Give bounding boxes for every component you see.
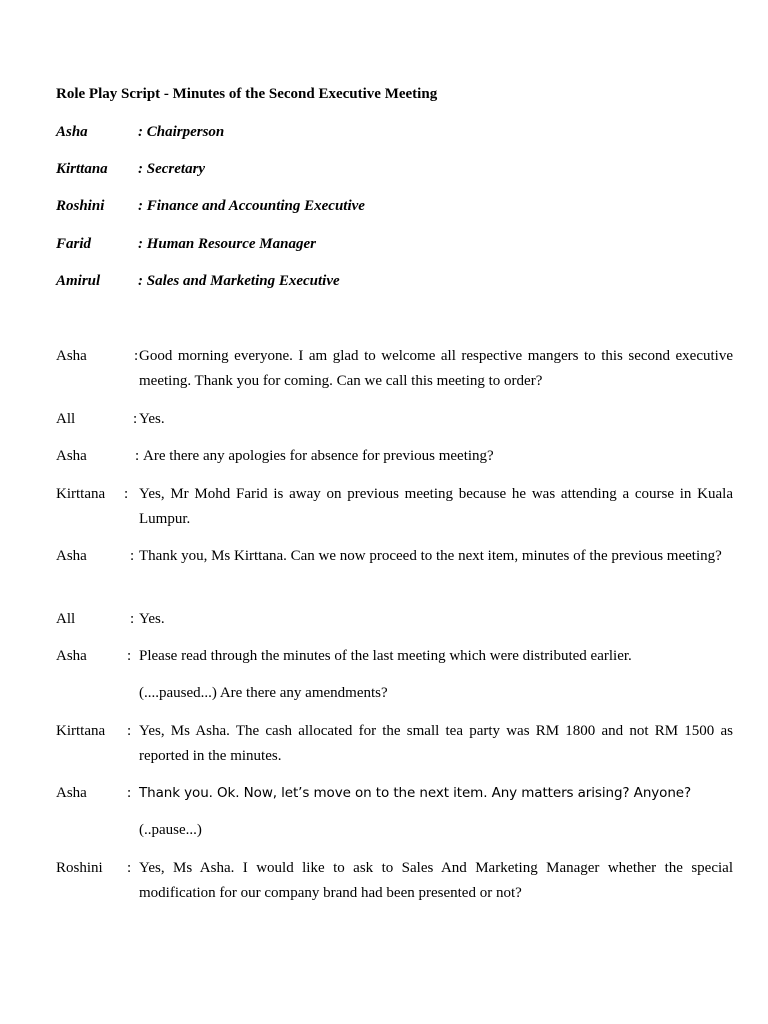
speaker-name: Asha [56,648,87,664]
dialogue-line [56,856,733,906]
cast-role: : Chairperson [138,124,225,140]
document-title: Role Play Script - Minutes of the Second Executive Meeting [56,86,438,102]
dialogue-text: Thank you, Ms Kirttana. Can we now proceed to the next item, minutes of the previous meeting? [139,548,722,564]
speaker-colon: : [127,723,132,739]
dialogue-line [56,344,733,394]
dialogue-text: Yes, Ms Asha. The cash allocated for the small tea party was RM 1800 and not RM 1500 as reported in the minutes. [139,723,733,764]
cast-role: : Finance and Accounting Executive [138,198,365,214]
dialogue-line [56,607,733,632]
stage-direction: (..pause...) [139,822,202,838]
speaker-name: Asha [56,448,87,464]
speaker-colon: : [134,348,139,364]
speaker-colon: : [127,785,132,801]
dialogue-line [56,544,733,594]
dialogue-line [56,482,733,532]
speaker-colon: : [135,448,140,464]
stage-direction: (....paused...) Are there any amendments? [139,685,388,701]
cast-name: Farid [56,236,92,252]
cast-role: : Secretary [138,161,206,177]
cast-role: : Sales and Marketing Executive [138,273,340,289]
speaker-colon: : [130,548,135,564]
cast-name: Asha [56,124,88,140]
cast-name: Amirul [56,273,101,289]
cast-name: Kirttana [56,161,108,177]
speaker-colon: : [130,611,135,627]
dialogue-line [56,444,733,469]
dialogue-text: Yes, Mr Mohd Farid is away on previous meeting because he was attending a course in Kuala Lumpur. [139,486,733,527]
dialogue-text: Please read through the minutes of the last meeting which were distributed earlier. [139,648,632,664]
speaker-name: Kirttana [56,486,106,502]
dialogue-text: Good morning everyone. I am glad to welcome all respective mangers to this second executive meeting. Thank you for coming. Can we call this meeting to order? [139,348,733,389]
speaker-colon: : [133,411,138,427]
speaker-colon: : [127,648,132,664]
dialogue-text: Yes. [139,411,165,427]
dialogue-line [56,407,733,432]
dialogue-line [56,644,733,669]
dialogue-line [56,719,733,769]
cast-role: : Human Resource Manager [138,236,316,252]
speaker-name: Roshini [56,860,103,876]
speaker-name: All [56,611,76,627]
speaker-colon: : [124,486,129,502]
speaker-name: Asha [56,548,87,564]
dialogue-text: Yes. [139,611,165,627]
speaker-name: Asha [56,785,87,801]
dialogue-text: Thank you. Ok. Now, let’s move on to the next item. Any matters arising? Anyone? [139,785,692,801]
cast-name: Roshini [56,198,105,214]
dialogue-text: Are there any apologies for absence for previous meeting? [143,448,494,464]
speaker-name: Asha [56,348,87,364]
speaker-colon: : [127,860,132,876]
speaker-name: Kirttana [56,723,106,739]
dialogue-line [56,781,733,806]
dialogue-text: Yes, Ms Asha. I would like to ask to Sales And Marketing Manager whether the special modification for our company brand had been presented or not? [139,860,733,901]
speaker-name: All [56,411,76,427]
